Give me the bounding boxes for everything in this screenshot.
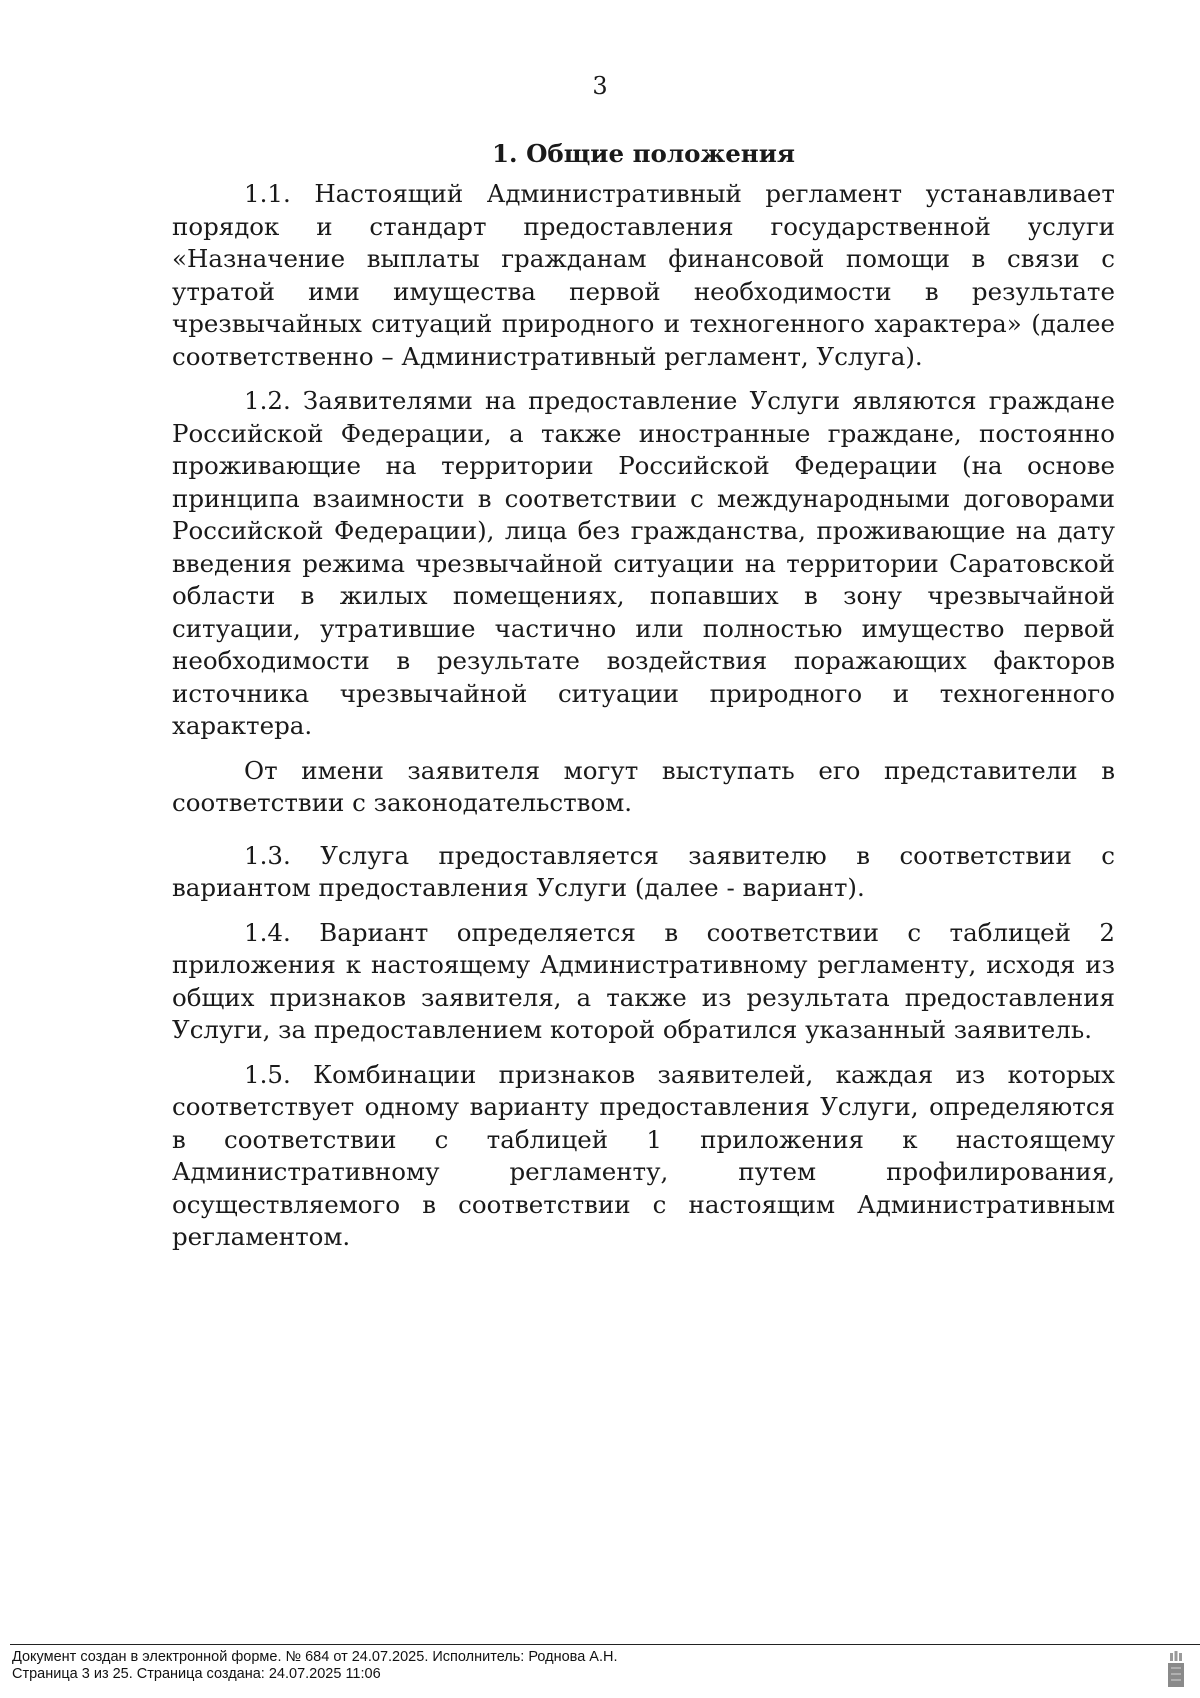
paragraph-1-4: 1.4. Вариант определяется в соответствии с таблицей 2 приложения к настоящему Административному регламенту, исходя из общих признаков заявителя, а также из результата предоставления Услуги, за предоставлением которой обратился указанный заявитель.	[172, 917, 1115, 1044]
section-title: 1. Общие положения	[491, 139, 795, 168]
paragraph-1-3: 1.3. Услуга предоставляется заявителю в соответствии с вариантом предоставления Услуги (далее - вариант).	[172, 840, 1115, 902]
paragraph-1-2: 1.2. Заявителями на предоставление Услуги являются граждане Российской Федерации, а также иностранные граждане, постоянно проживающие на территории Российской Федерации (на основе принципа взаимности в соответствии с международными договорами Российской Федерации), лица без гражданства, проживающие на дату введения режима чрезвычайной ситуации на территории Саратовской области в жилых помещениях, попавших в зону чрезвычайной ситуации, утратившие частично или полностью имущество первой необходимости в результате воздействия поражающих факторов источника чрезвычайной ситуации природного и техногенного характера.	[172, 386, 1115, 740]
footer-document-info: Документ создан в электронной форме. № 684 от 24.07.2025. Исполнитель: Роднова А.Н.	[12, 1649, 618, 1665]
paragraph-representatives: От имени заявителя могут выступать его представители в соответствии с законодательством.	[172, 755, 1115, 817]
footer-page-info: Страница 3 из 25. Страница создана: 24.07.2025 11:06	[12, 1666, 381, 1682]
paragraph-1-5: 1.5. Комбинации признаков заявителей, каждая из которых соответствует одному варианту предоставления Услуги, определяются в соответствии с таблицей 1 приложения к настоящему Административному регламенту, путем профилирования, осуществляемого в соответствии с настоящим Административным регламентом.	[172, 1059, 1115, 1251]
document-footer	[12, 1649, 618, 1683]
page-number: 3	[592, 72, 608, 100]
paragraph-1-1: 1.1. Настоящий Административный регламент устанавливает порядок и стандарт предоставления государственной услуги «Назначение выплаты гражданам финансовой помощи в связи с утратой ими имущества первой необходимости в результате чрезвычайных ситуаций природного и техногенного характера» (далее соответственно – Административный регламент, Услуга).	[172, 179, 1115, 371]
document-body	[172, 138, 1115, 1254]
coat-of-arms-icon	[1166, 1649, 1186, 1689]
footer-divider	[10, 1644, 1200, 1645]
